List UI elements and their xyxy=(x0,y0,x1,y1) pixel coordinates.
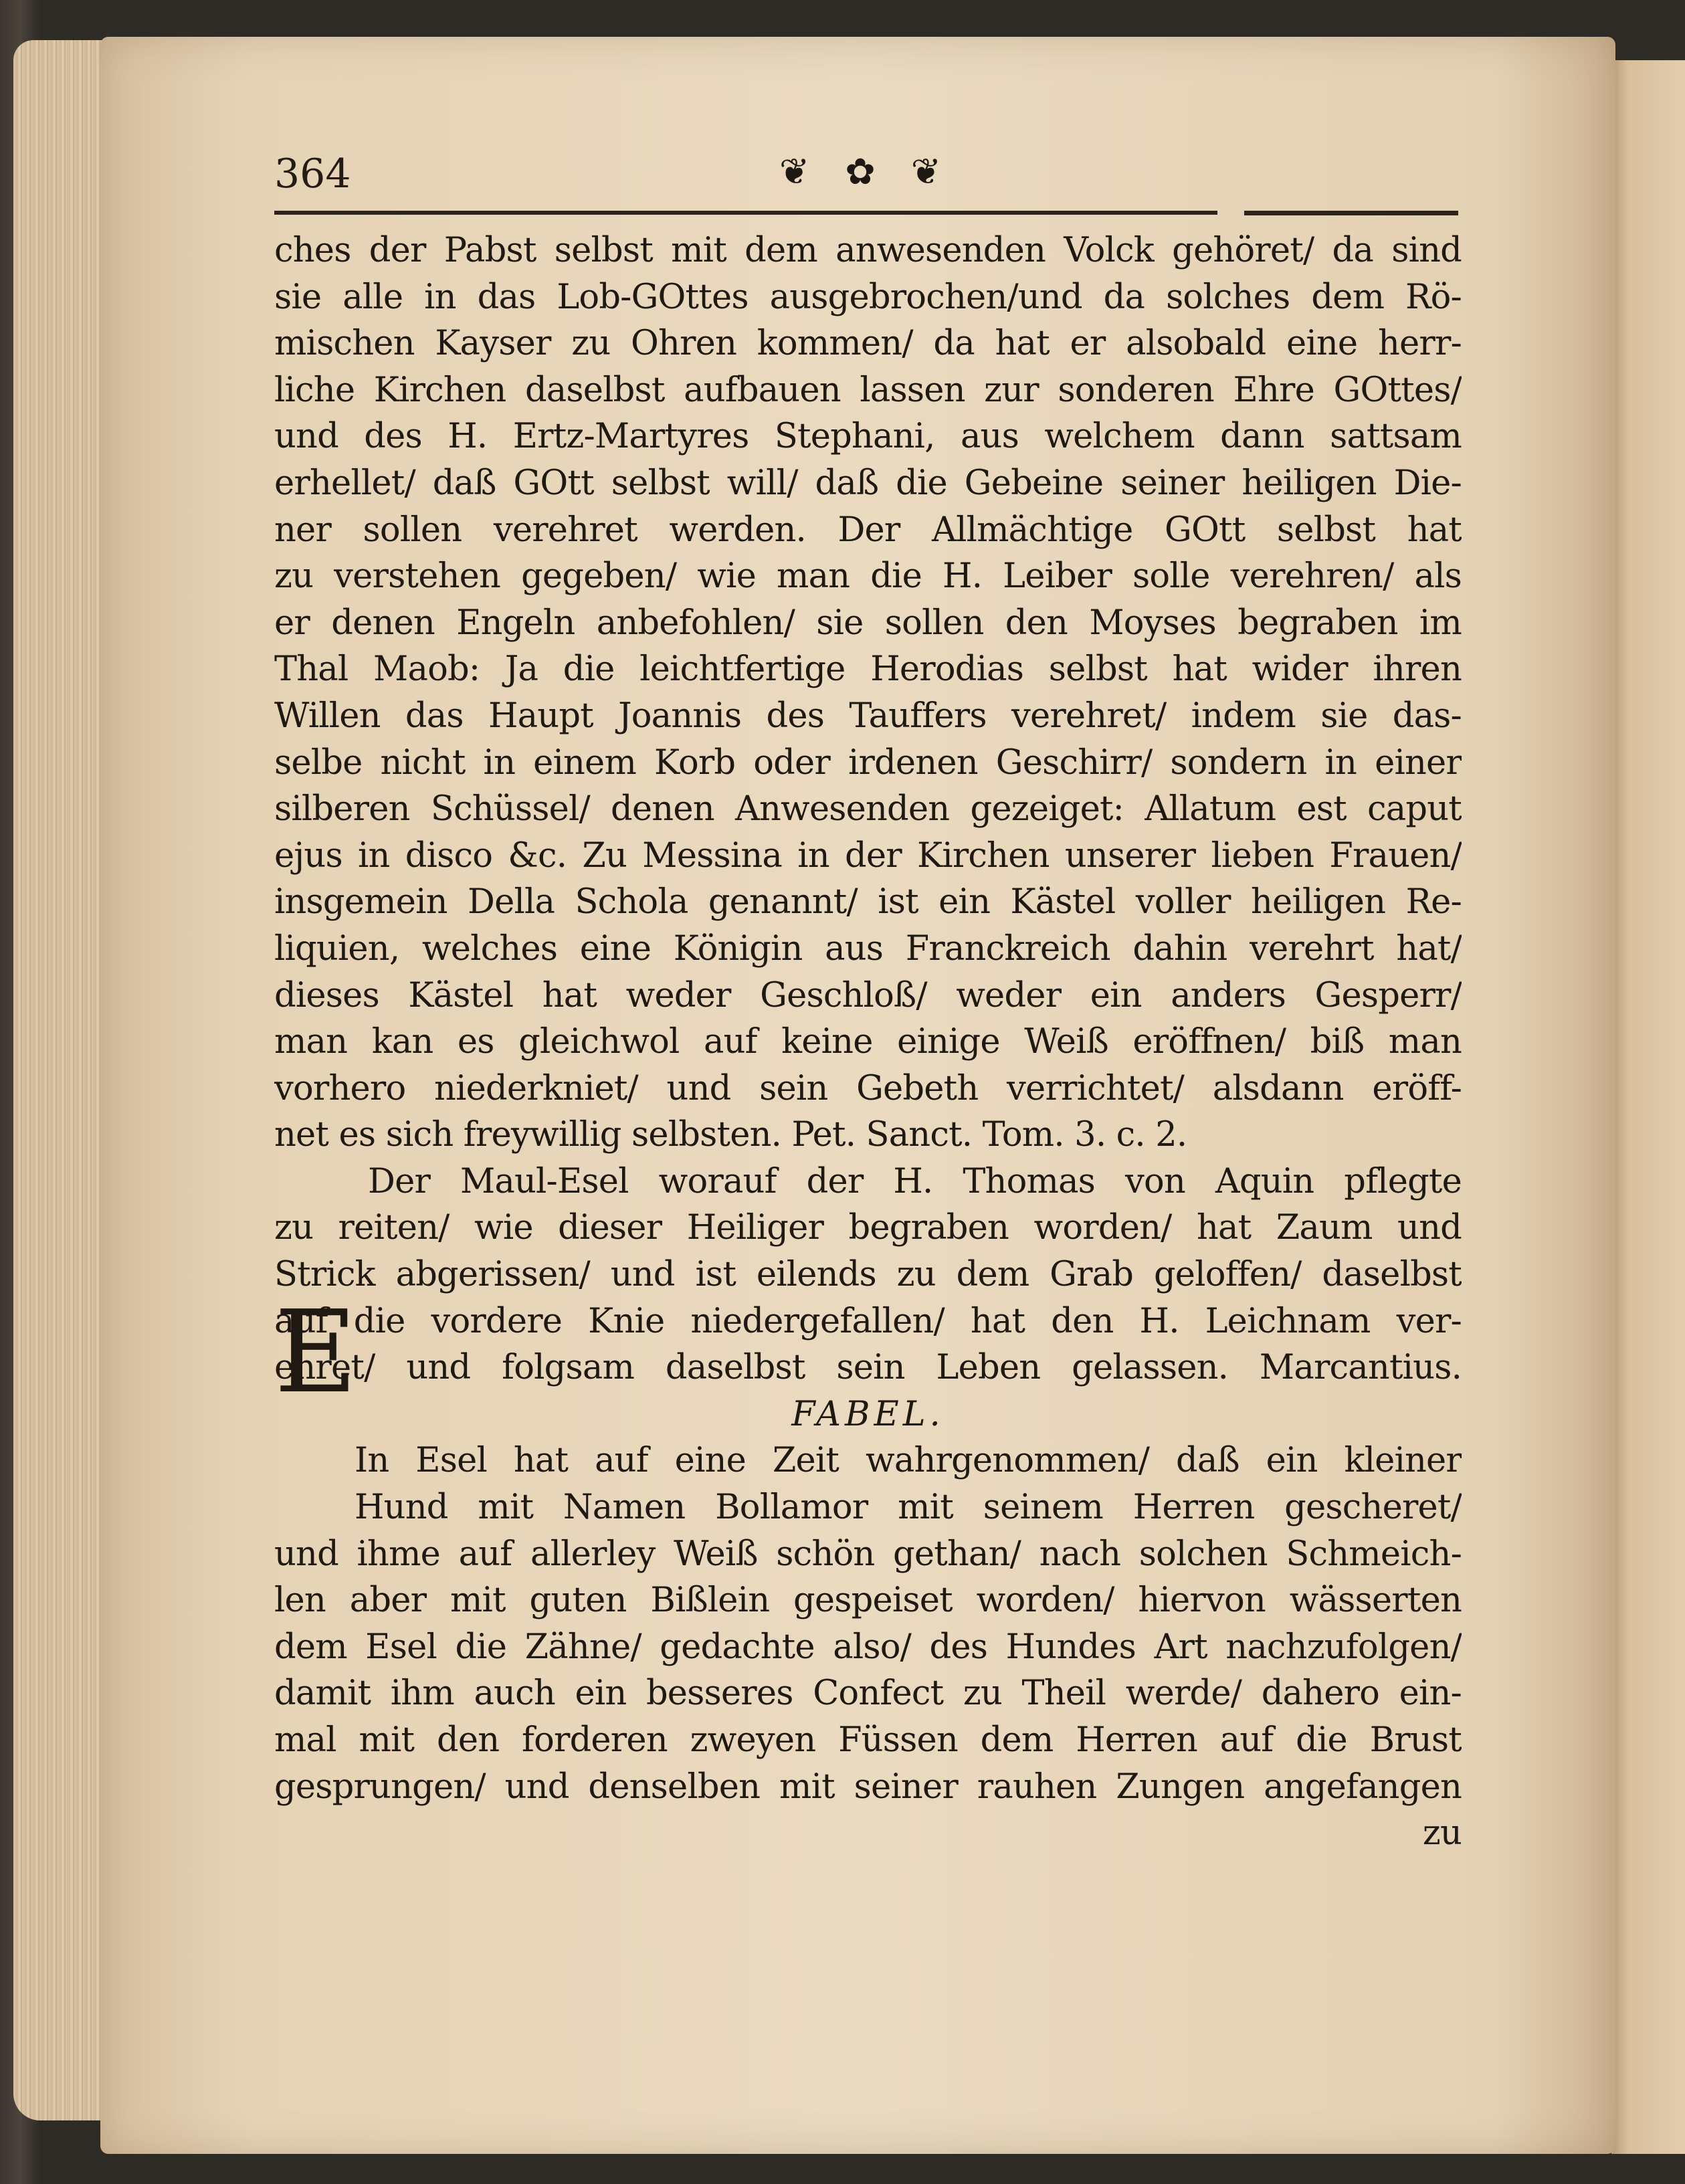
facing-page-edge xyxy=(1611,60,1685,2154)
text-line: mischen Kayser zu Ohren kommen/ da hat er alsobald eine herr- xyxy=(274,324,1462,364)
text-line: ejus in disco &c. Zu Messina in der Kirchen unserer lieben Frauen/ xyxy=(274,835,1462,876)
text-line: liche Kirchen daselbst aufbauen lassen zur sonderen Ehre GOttes/ xyxy=(274,370,1462,410)
text-line: gesprungen/ und denselben mit seiner rauhen Zungen angefangen xyxy=(274,1767,1462,1807)
text-line: Willen das Haupt Joannis des Tauffers verehret/ indem sie das- xyxy=(274,696,1462,736)
text-line: Thal Maob: Ja die leichtfertige Herodias selbst hat wider ihren xyxy=(274,650,1462,690)
text-line: Strick abgerissen/ und ist eilends zu dem Grab geloffen/ daselbst xyxy=(274,1255,1462,1295)
text-line: ner sollen verehret werden. Der Allmächtige GOtt selbst hat xyxy=(274,510,1462,550)
text-line: man kan es gleichwol auf keine einige Weiß eröffnen/ biß man xyxy=(274,1022,1462,1062)
header-ornament: ❦ ✿ ❦ xyxy=(779,151,954,193)
text-line: auf die vordere Knie niedergefallen/ hat den H. Leichnam ver- xyxy=(274,1301,1462,1341)
text-line: silberen Schüssel/ denen Anwesenden gezeiget: Allatum est caput xyxy=(274,789,1462,829)
page-header xyxy=(274,151,1458,217)
text-line: ehret/ und folgsam daselbst sein Leben gelassen. Marcantius. xyxy=(274,1348,1462,1388)
drop-cap: E xyxy=(274,1286,358,1419)
text-line: er denen Engeln anbefohlen/ sie sollen den Moyses begraben im xyxy=(274,603,1462,643)
text-line: damit ihm auch ein besseres Confect zu Theil werde/ dahero ein- xyxy=(274,1674,1462,1714)
text-line: dem Esel die Zähne/ gedachte also/ des Hundes Art nachzufolgen/ xyxy=(274,1627,1462,1667)
text-line: len aber mit guten Bißlein gespeiset worden/ hiervon wässerten xyxy=(274,1581,1462,1621)
text-line: Hund mit Namen Bollamor mit seinem Herren gescheret/ xyxy=(355,1488,1462,1528)
body-text xyxy=(274,227,1462,1857)
text-line: liquien, welches eine Königin aus Franckreich dahin verehrt hat/ xyxy=(274,928,1462,969)
text-line: erhellet/ daß GOtt selbst will/ daß die Gebeine seiner heiligen Die- xyxy=(274,463,1462,503)
text-line: zu reiten/ wie dieser Heiliger begraben worden/ hat Zaum und xyxy=(274,1208,1462,1248)
text-line: zu verstehen gegeben/ wie man die H. Leiber solle verehren/ als xyxy=(274,557,1462,597)
header-rule xyxy=(274,211,1217,215)
text-line: ches der Pabst selbst mit dem anwesenden Volck gehöret/ da sind xyxy=(274,231,1462,270)
text-line: net es sich freywillig selbsten. Pet. Sanct. Tom. 3. c. 2. xyxy=(274,1115,1187,1155)
header-rule-right xyxy=(1244,211,1458,215)
text-line: mal mit den forderen zweyen Füssen dem Herren auf die Brust xyxy=(274,1720,1462,1760)
text-line: und ihme auf allerley Weiß schön gethan/ nach solchen Schmeich- xyxy=(274,1534,1462,1574)
section-title: FABEL. xyxy=(791,1394,945,1434)
text-line: dieses Kästel hat weder Geschloß/ weder ein anders Gesperr/ xyxy=(274,975,1462,1015)
text-line: sie alle in das Lob-GOttes ausgebrochen/und da solches dem Rö- xyxy=(274,277,1462,317)
text-line: insgemein Della Schola genannt/ ist ein Kästel voller heiligen Re- xyxy=(274,882,1462,922)
text-line: Der Maul-Esel worauf der H. Thomas von Aquin pflegte xyxy=(368,1161,1462,1201)
text-line: vorhero niederkniet/ und sein Gebeth verrichtet/ alsdann eröff- xyxy=(274,1068,1462,1108)
text-line: selbe nicht in einem Korb oder irdenen Geschirr/ sondern in einer xyxy=(274,742,1462,783)
text-line: In Esel hat auf eine Zeit wahrgenommen/ daß ein kleiner xyxy=(355,1441,1462,1481)
catchword: zu xyxy=(1422,1813,1462,1854)
text-line: und des H. Ertz-Martyres Stephani, aus welchem dann sattsam xyxy=(274,417,1462,457)
page-edges xyxy=(13,40,114,2120)
page-number: 364 xyxy=(274,151,351,197)
